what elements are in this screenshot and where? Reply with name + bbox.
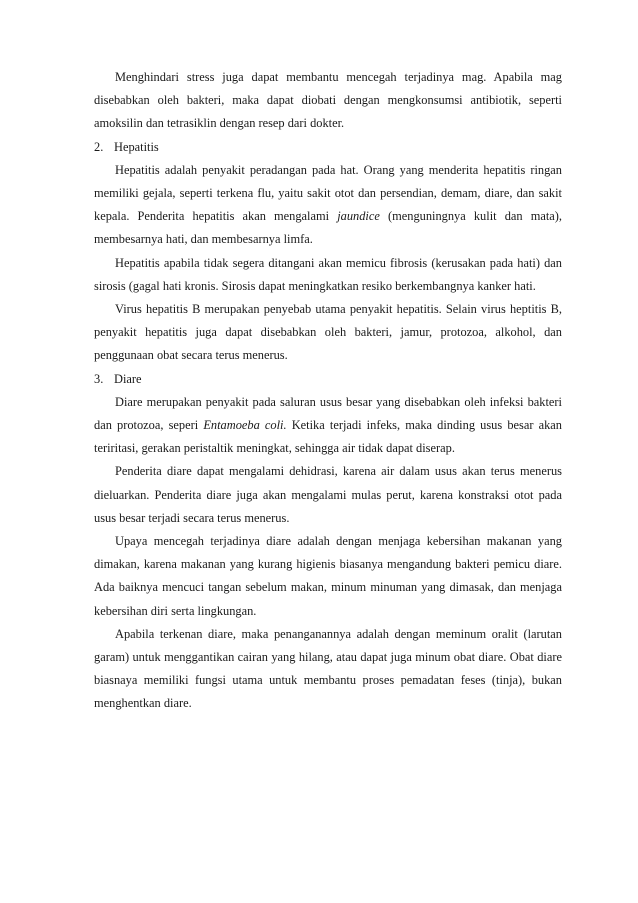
italic-term: jaundice: [337, 209, 380, 224]
paragraph-hepatitis-complications: Hepatitis apabila tidak segera ditangani akan memicu fibrosis (kerusakan pada hati) dan sirosis (gagal hati kronis. Sirosis dapat meningkatkan resiko berkembangnya kanker hati.: [94, 255, 562, 293]
paragraph-mag-stress: Menghindari stress juga dapat membantu mencegah terjadinya mag. Apabila mag disebabkan oleh bakteri, maka dapat diobati dengan mengkonsumsi antibiotik, seperti amoksilin dan tetrasiklin dengan resep dari dokter.: [94, 70, 562, 131]
section-number: 2.: [94, 139, 104, 154]
text-run: (menguningnya kulit dan mata), membesarnya hati, dan membesarnya limfa.: [94, 209, 562, 247]
text-run: Ketika terjadi infeks, maka dinding usus besar akan teriritasi, gerakan peristaltik meningkat, sehingga air tidak dapat diserap.: [94, 418, 562, 456]
document-body: [94, 66, 562, 716]
section-title: Diare: [114, 371, 142, 386]
paragraph-diare-definition: [94, 391, 562, 461]
section-title: Hepatitis: [114, 139, 159, 154]
paragraph-diare-prevention: Upaya mencegah terjadinya diare adalah dengan menjaga kebersihan makanan yang dimakan, karena makanan yang kurang higienis biasanya mengandung bakteri pemicu diare. Ada baiknya mencuci tangan sebelum makan, minum minuman yang dimasak, dan menjaga kebersihan diri serta lingkungan.: [94, 534, 562, 618]
section-number: 3.: [94, 371, 104, 386]
paragraph-diare-treatment: Apabila terkenan diare, maka penanganannya adalah dengan meminum oralit (larutan garam) untuk menggantikan cairan yang hilang, atau dapat juga minum obat diare. Obat diare biasnaya memiliki fungsi utama untuk membantu proses pemadatan feses (tinja), bukan menghentkan diare.: [94, 626, 562, 711]
text-run: Hepatitis adalah penyakit peradangan pada hat. Orang yang menderita hepatitis ringan memiliki gejala, seperti terkena flu, yaitu sakit otot dan persendian, demam, diare, dan sakit kepala. Penderita hepatitis akan mengalami: [94, 162, 562, 224]
paragraph-diare-symptoms: Penderita diare dapat mengalami dehidrasi, karena air dalam usus akan terus menerus dieluarkan. Penderita diare juga akan mengalami mulas perut, karena konstraksi otot pada usus besar terjadi secara terus menerus.: [94, 464, 562, 525]
section-heading-hepatitis: [94, 136, 562, 159]
paragraph-hepatitis-causes: Virus hepatitis B merupakan penyebab utama penyakit hepatitis. Selain virus heptitis B, penyakit hepatitis juga dapat disebabkan oleh bakteri, jamur, protozoa, alkohol, dan penggunaan obat secara terus menerus.: [94, 302, 562, 363]
paragraph-hepatitis-definition: [94, 159, 562, 252]
text-run: Diare merupakan penyakit pada saluran usus besar yang disebabkan oleh infeksi bakteri dan protozoa, seperi: [94, 394, 562, 433]
italic-term: Entamoeba coli.: [203, 418, 287, 433]
section-heading-diare: [94, 368, 562, 391]
